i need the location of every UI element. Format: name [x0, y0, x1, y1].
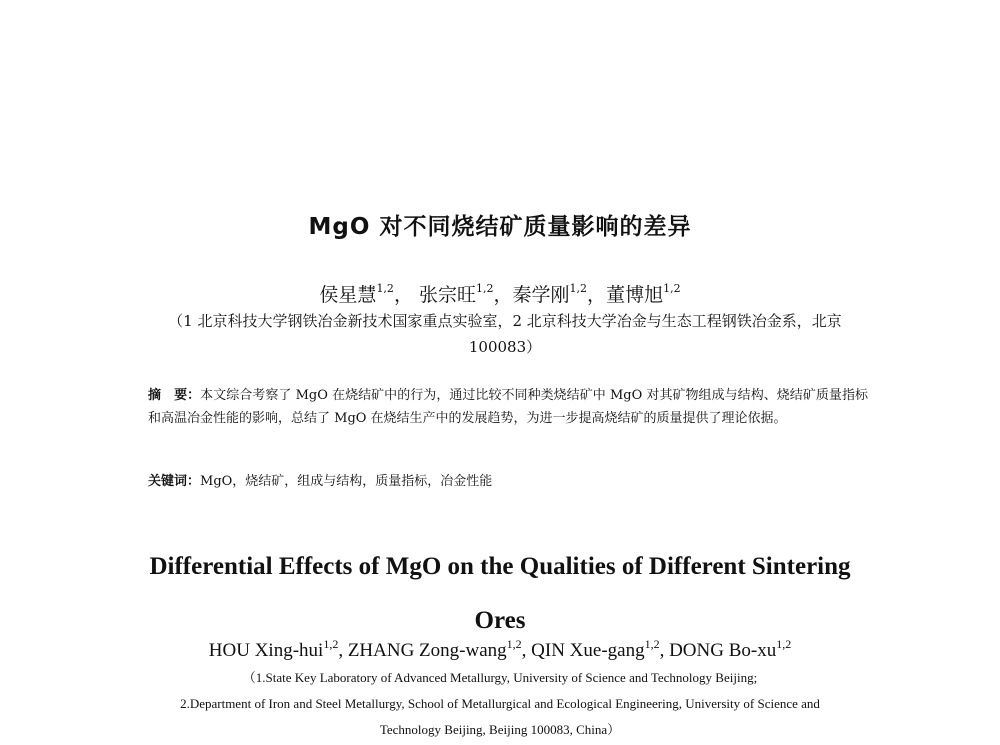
- author-separator: ,: [659, 640, 670, 661]
- author-separator: ，: [587, 284, 607, 306]
- author-affiliation-mark: 1,2: [506, 637, 522, 651]
- author-separator: ,: [338, 640, 348, 661]
- author-name: ZHANG Zong-wang: [347, 640, 507, 661]
- author-name: HOU Xing-hui: [208, 640, 324, 661]
- author-affiliation-mark: 1,2: [663, 282, 681, 295]
- author-affiliation-mark: 1,2: [644, 637, 660, 651]
- english-title: Differential Effects of MgO on the Qualities of Different Sintering Ores: [149, 553, 851, 634]
- english-authors: [0, 637, 1000, 662]
- author-affiliation-mark: 1,2: [776, 637, 792, 651]
- abstract-text: 本文综合考察了 MgO 在烧结矿中的行为，通过比较不同种类烧结矿中 MgO 对其矿物组成与结构、烧结矿质量指标和高温冶金性能的影响，总结了 MgO 在烧结生产中的发展趋势，为进一步提高烧结矿的质量提供了理论依据。: [148, 388, 868, 426]
- chinese-abstract: [148, 384, 868, 430]
- author-affiliation-mark: 1,2: [376, 282, 394, 295]
- chinese-keywords: [148, 470, 868, 493]
- author-name: DONG Bo-xu: [669, 640, 777, 661]
- author-name: 秦学刚: [512, 284, 570, 306]
- english-affiliation-line-1: （1.State Key Laboratory of Advanced Metallurgy, University of Science and Technology Beijing;: [242, 670, 758, 685]
- chinese-affiliation: （1 北京科技大学钢铁冶金新技术国家重点实验室，2 北京科技大学冶金与生态工程钢铁冶金系，北京 100083）: [168, 312, 842, 356]
- author-affiliation-mark: 1,2: [569, 282, 588, 295]
- author-name: 董博旭: [606, 284, 664, 306]
- keywords-label: 关键词：: [148, 474, 201, 489]
- english-affiliation: [150, 665, 850, 743]
- author-affiliation-mark: 1,2: [323, 637, 339, 651]
- author-separator: ,: [521, 640, 532, 661]
- english-affiliation-line-2: 2.Department of Iron and Steel Metallurgy, School of Metallurgical and Ecological Engineering, University of Science and Technology Beijing, Beijing 100083, China）: [180, 696, 820, 737]
- author-name: 侯星慧: [319, 284, 377, 306]
- keywords-text: MgO，烧结矿，组成与结构，质量指标，冶金性能: [200, 474, 493, 489]
- chinese-title: MgO 对不同烧结矿质量影响的差异: [308, 214, 692, 240]
- author-name: QIN Xue-gang: [531, 640, 645, 661]
- abstract-label: 摘 要：: [148, 388, 201, 403]
- chinese-authors: [0, 280, 1000, 307]
- author-separator: ，: [493, 284, 513, 306]
- author-name: 张宗旺: [419, 284, 477, 306]
- author-separator: ，: [393, 284, 413, 306]
- author-affiliation-mark: 1,2: [476, 282, 494, 295]
